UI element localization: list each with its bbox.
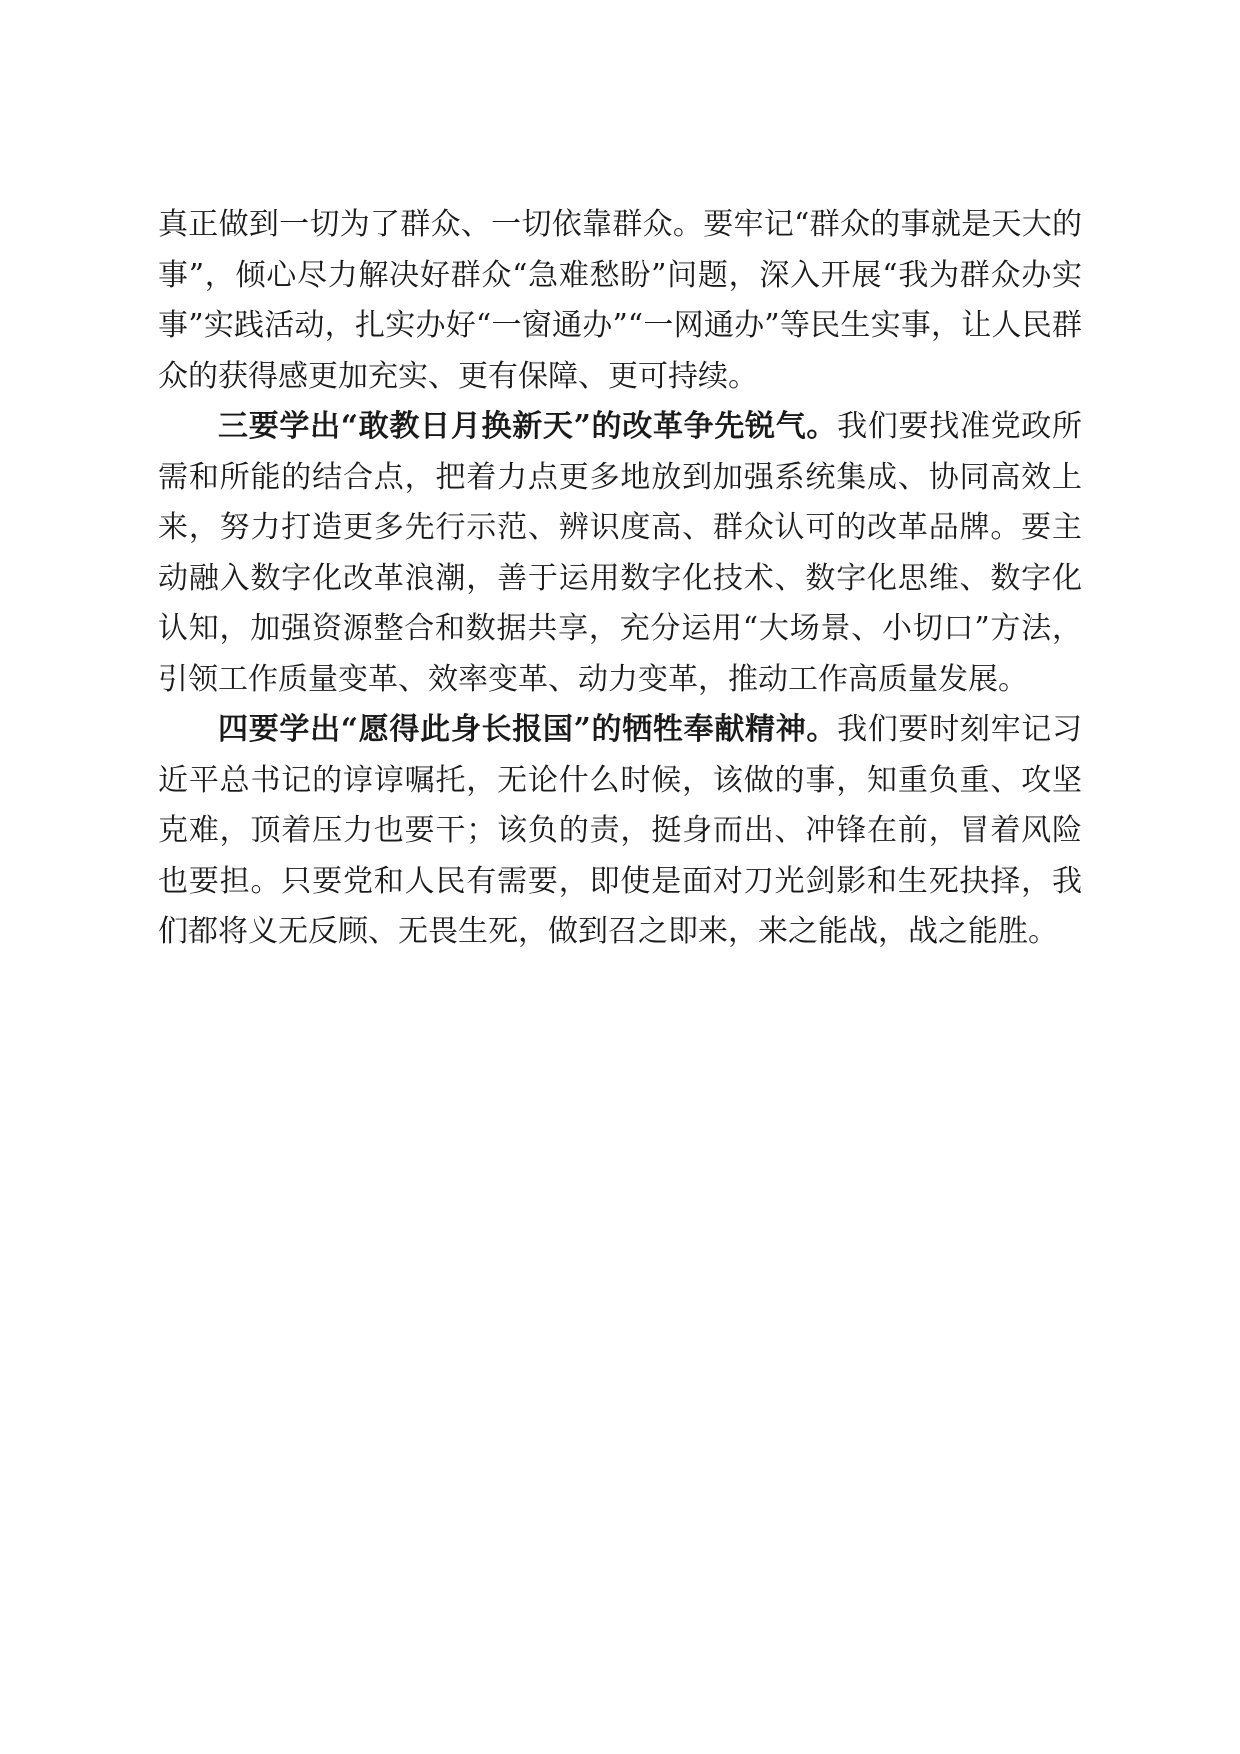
paragraph-reform <box>158 402 1082 705</box>
paragraph-text: 真正做到一切为了群众、一切依靠群众。要牢记“群众的事就是天大的事”，倾心尽力解决好群众“急难愁盼”问题，深入开展“我为群众办实事”实践活动，扎实办好“一窗通办”“一网通办”等民生实事，让人民群众的获得感更加充实、更有保障、更可持续。 <box>158 207 1082 394</box>
paragraph-heading: 三要学出“敢教日月换新天”的改革争先锐气。 <box>218 409 838 444</box>
paragraph-continuation <box>158 200 1082 402</box>
paragraph-text: 我们要找准党政所需和所能的结合点，把着力点更多地放到加强系统集成、协同高效上来，努力打造更多先行示范、辨识度高、群众认可的改革品牌。要主动融入数字化改革浪潮，善于运用数字化技术、数字化思维、数字化认知，加强资源整合和数据共享，充分运用“大场景、小切口”方法，引领工作质量变革、效率变革、动力变革，推动工作高质量发展。 <box>158 409 1082 697</box>
paragraph-text: 我们要时刻牢记习近平总书记的谆谆嘱托，无论什么时候，该做的事，知重负重、攻坚克难，顶着压力也要干；该负的责，挺身而出、冲锋在前，冒着风险也要担。只要党和人民有需要，即使是面对刀光剑影和生死抉择，我们都将义无反顾、无畏生死，做到召之即来，来之能战，战之能胜。 <box>158 712 1082 949</box>
document-body <box>158 200 1082 958</box>
paragraph-heading: 四要学出“愿得此身长报国”的牺牲奉献精神。 <box>218 712 838 747</box>
paragraph-dedication <box>158 705 1082 958</box>
